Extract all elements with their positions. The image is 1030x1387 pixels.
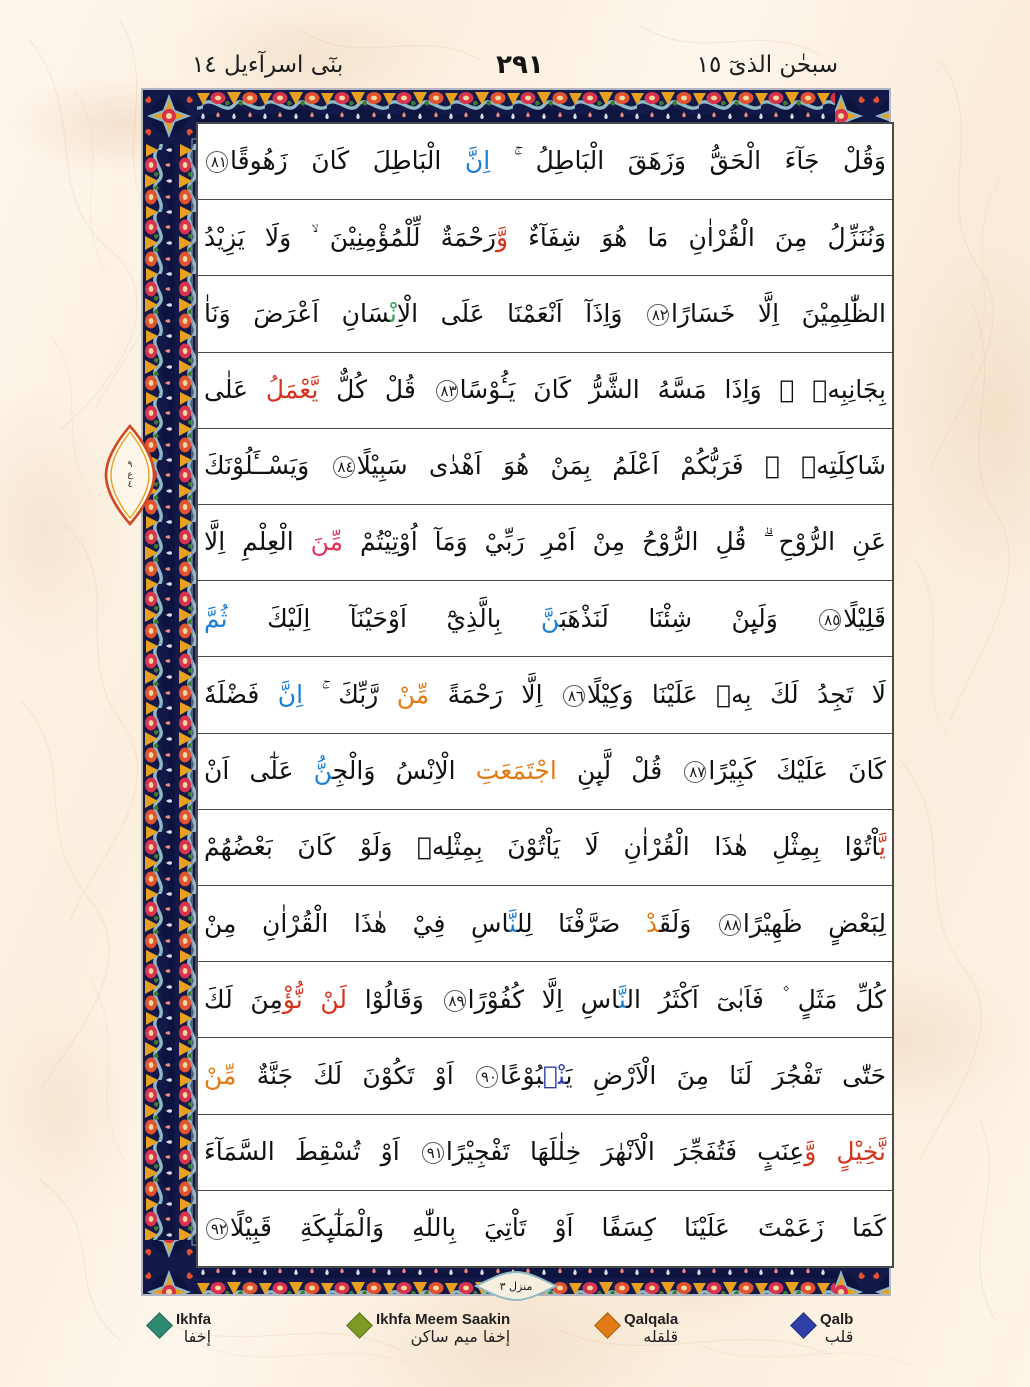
ayah-line-text (204, 1215, 886, 1241)
ayah-text-run: وَقَالُوْا (347, 984, 442, 1014)
ruku-value-2: ع (127, 469, 133, 480)
ayah-line-text (204, 603, 886, 633)
ayah-text-run: اسِ اِلَّا كُفُوْرًا (467, 984, 619, 1014)
ayah-line-text (204, 148, 886, 174)
ayah-text-run: لِبَعْضٍ ظَهِيْرًا (742, 908, 886, 938)
tajweed-run: اِنَّ (277, 679, 304, 709)
diamond-icon (346, 1312, 373, 1339)
ayah-line-text (204, 758, 886, 784)
ayah-line (198, 200, 892, 276)
legend-label-ar: إخفا (183, 1326, 212, 1346)
tajweed-run: دْ (645, 908, 659, 938)
ayah-line-text (204, 529, 886, 555)
ayah-text-run: بُوْعًا (500, 1060, 543, 1090)
ayah-line (198, 581, 892, 657)
ruku-medallion (104, 424, 156, 526)
ayah-text-run: الْبَاطِلَ كَانَ زَهُوقًا (230, 146, 465, 176)
ayah-number-marker: ٨٤ (333, 456, 355, 478)
ayah-text-run: كُلِّ مَثَلٍ ۫ فَاَبٰىٓ اَكْثَرُ ال (626, 984, 886, 1014)
ayah-text-run: بِالَّذِيْٓ اَوْحَيْنَآ اِلَيْكَ (227, 603, 541, 633)
tajweed-run: نَّ (618, 984, 627, 1014)
ayah-text-run: اَوْ تَكُوْنَ لَكَ جَنَّةٌ (236, 1060, 474, 1090)
legend-label-group (376, 1312, 510, 1346)
ayah-text-run: عَلٰى (204, 375, 266, 405)
legend-label-en: Ikhfa (176, 1311, 212, 1328)
ayah-line-text (204, 984, 886, 1014)
ayah-line-text (204, 834, 886, 860)
header-surah-left: بنٓى اسرآءيل ١٤ (192, 52, 344, 78)
ayah-text-run: اَوْ تُسْقِطَ السَّمَآءَ (204, 1137, 420, 1167)
ayah-line (198, 1191, 892, 1266)
ayah-number-marker: ٨١ (206, 151, 228, 173)
legend-item-ikhfa-meem-saakin (350, 1312, 598, 1346)
ayah-text-run: اِلَّا رَحْمَةً (429, 679, 561, 709)
tajweed-run: نَّ (509, 908, 517, 938)
legend-item-qalb (794, 1312, 853, 1346)
page-header (0, 44, 1030, 86)
ayah-line (198, 124, 892, 200)
ayah-line (198, 429, 892, 505)
ayah-text-run: كَمَا زَعَمْتَ عَلَيْنَا كِسَفًا اَوْ تَاْتِيَ بِاللّٰهِ وَالْمَلٰٓىِٕكَةِ قَبِيْلًا (230, 1213, 886, 1243)
ayah-line (198, 962, 892, 1038)
page-number: ٢٩١ (496, 50, 544, 80)
ayah-number-marker: ٩٢ (206, 1218, 228, 1240)
ayah-text-run: عَنِ الرُّوْحِ ۗ قُلِ الرُّوْحُ مِنْ اَمْرِ رَبِّيْ وَمَآ اُوْتِيْتُمْ (343, 527, 886, 557)
tajweed-run: يَّ (879, 832, 886, 862)
ayah-text-run: الْاِنْسُ وَالْجِ (332, 756, 476, 786)
ayah-text-run: اْتُوْا بِمِثْلِ هٰذَا الْقُرْاٰنِ لَا يَاْتُوْنَ بِمِثْلِهٖ وَلَوْ كَانَ بَعْضُهُمْ (204, 832, 880, 862)
diamond-icon (146, 1312, 173, 1339)
ayah-line (198, 1115, 892, 1191)
ayah-text-run: الْعِلْمِ اِلَّا (204, 527, 311, 557)
quran-text-block (196, 122, 894, 1268)
legend-label-ar: قلقله (643, 1326, 679, 1346)
legend-label-group (624, 1312, 678, 1346)
tajweed-run: مِّنَ (310, 527, 344, 557)
ayah-text-run: مِنَ لَكَ (204, 984, 283, 1014)
ayah-line (198, 734, 892, 810)
tajweed-run: اِنَّ (464, 146, 491, 176)
ayah-text-run: وَيَسْــَٔلُوْنَكَ (204, 451, 331, 481)
ayah-number-marker: ٨٨ (719, 914, 741, 936)
ayah-text-run: الظّٰلِمِيْنَ اِلَّا خَسَارًا (670, 298, 886, 328)
ayah-line-text (204, 377, 886, 403)
diamond-icon (790, 1312, 817, 1339)
diamond-icon (594, 1312, 621, 1339)
ayah-text-run: عَلٰٓى اَنْ (204, 756, 314, 786)
ayah-text-run: فَضْلَهٗ (204, 679, 278, 709)
ayah-line (198, 353, 892, 429)
ayah-text-run: صَرَّفْنَا لِل (516, 908, 646, 938)
ayah-text-run: حَتّٰى تَفْجُرَ لَنَا مِنَ الْاَرْضِ يَ (565, 1060, 886, 1090)
ayah-number-marker: ٨٧ (684, 761, 706, 783)
manzil-marker (474, 1271, 558, 1301)
ayah-line (198, 505, 892, 581)
legend-label-en: Qalb (820, 1311, 854, 1328)
ayah-number-marker: ٩١ (422, 1142, 444, 1164)
ayah-number-marker: ٨٢ (647, 304, 669, 326)
ayah-text-run: عِنَبٍ فَتُفَجِّرَ الْاَنْهٰرَ خِلٰلَهَا تَفْجِيْرًا (445, 1137, 805, 1167)
tajweed-run: نَّ (540, 603, 560, 633)
ayah-line-text (204, 453, 886, 479)
ayah-text-run: وَنُنَزِّلُ مِنَ الْقُرْاٰنِ مَا هُوَ شِفَآءٌ (508, 222, 886, 252)
tajweed-run: نَّخِيْلٍ (816, 1137, 886, 1167)
tajweed-run: اجْتَمَعَتِ (475, 756, 557, 786)
ruku-marker-text (104, 424, 156, 526)
ayah-number-marker: ٨٩ (444, 990, 466, 1012)
ayah-line (198, 1038, 892, 1114)
ayah-text-run: اسِ فِيْ هٰذَا الْقُرْاٰنِ مِنْ (204, 908, 510, 938)
legend-label-en: Qalqala (624, 1311, 679, 1328)
ayah-text-run: وَقُلْ جَآءَ الْحَقُّ وَزَهَقَ الْبَاطِلُ ۚ (490, 146, 886, 176)
ayah-line (198, 886, 892, 962)
manzil-label: منزل ٣ (499, 1279, 533, 1293)
tajweed-run: وَّ (496, 222, 509, 252)
legend-label-group (176, 1312, 211, 1346)
tajweed-legend (0, 1312, 1030, 1378)
tajweed-run: نُّؤْ (282, 984, 303, 1014)
ruku-value-3: ٤ (127, 480, 133, 491)
ayah-line-text (204, 679, 886, 709)
ayah-text-run: رَّبِّكَ ۚ (303, 679, 397, 709)
tajweed-run: ثُمَّ (204, 603, 228, 633)
ayah-line (198, 657, 892, 733)
ayah-text-run: قَلِيْلًا (843, 603, 886, 633)
ayah-text-run: شَاكِلَتِهٖ ۚ فَرَبُّكُمْ اَعْلَمُ بِمَنْ هُوَ اَهْدٰى سَبِيْلًا (356, 451, 886, 481)
ayah-text-run: لَا تَجِدُ لَكَ بِهٖ عَلَيْنَا وَكِيْلًا (587, 679, 886, 709)
ayah-line-text (204, 298, 886, 328)
legend-label-group (820, 1312, 853, 1346)
ayah-text-run: سَانِ اَعْرَضَ وَنَاٰ (204, 298, 390, 328)
ayah-text-run: وَلَقَ (658, 908, 717, 938)
legend-item-qalqala (598, 1312, 794, 1346)
ayah-text-run: كَانَ عَلَيْكَ كَبِيْرًا (708, 756, 887, 786)
header-juz-right: سبحٰن الذىٓ ١٥ (696, 52, 838, 78)
tajweed-run: يَّعْمَلُ (265, 375, 319, 405)
ayah-text-run: رَحْمَةٌ لِّلْمُؤْمِنِيْنَ ۙ وَلَا يَزِيْدُ (204, 222, 496, 252)
tajweed-run: نْۢ (543, 1060, 566, 1090)
legend-label-en: Ikhfa Meem Saakin (376, 1311, 511, 1328)
legend-label-ar: قلب (824, 1326, 854, 1346)
ayah-text-run: وَاِذَآ اَنْعَمْنَا عَلَى الْاِ (396, 298, 645, 328)
ayah-text-run: قُلْ لَّىِٕنِ (556, 756, 683, 786)
ayah-line-text (204, 908, 886, 938)
tajweed-run: وَّ (804, 1137, 817, 1167)
tajweed-run: نُّ (313, 756, 333, 786)
ayah-line-text (204, 1139, 886, 1165)
legend-label-ar: إخفا ميم ساكن (410, 1326, 511, 1346)
ruku-value-1: ٩ (127, 459, 133, 470)
ayah-text-run: قُلْ كُلٌّ (318, 375, 434, 405)
ayah-line-text (204, 222, 886, 252)
ayah-text-run: بِجَانِبِهٖ ۚ وَاِذَا مَسَّهُ الشَّرُّ كَانَ يَـُٔوْسًا (459, 375, 887, 405)
ayah-line (198, 810, 892, 886)
ayah-line (198, 276, 892, 352)
ayah-number-marker: ٨٦ (563, 685, 585, 707)
tajweed-run: نْ (389, 298, 397, 328)
legend-item-ikhfa (150, 1312, 350, 1346)
ayah-text-run (303, 985, 321, 1014)
tajweed-run: مِّنْ (204, 1060, 237, 1090)
tajweed-run: لَنْ (320, 984, 348, 1014)
ayah-number-marker: ٨٥ (819, 609, 841, 631)
ayah-line-text (204, 1060, 886, 1090)
tajweed-run: مِّنْ (396, 679, 430, 709)
ayah-number-marker: ٨٣ (436, 380, 458, 402)
ayah-text-run: وَلَىِٕنْ شِئْنَا لَنَذْهَبَ (559, 603, 818, 633)
ayah-number-marker: ٩٠ (476, 1066, 498, 1088)
